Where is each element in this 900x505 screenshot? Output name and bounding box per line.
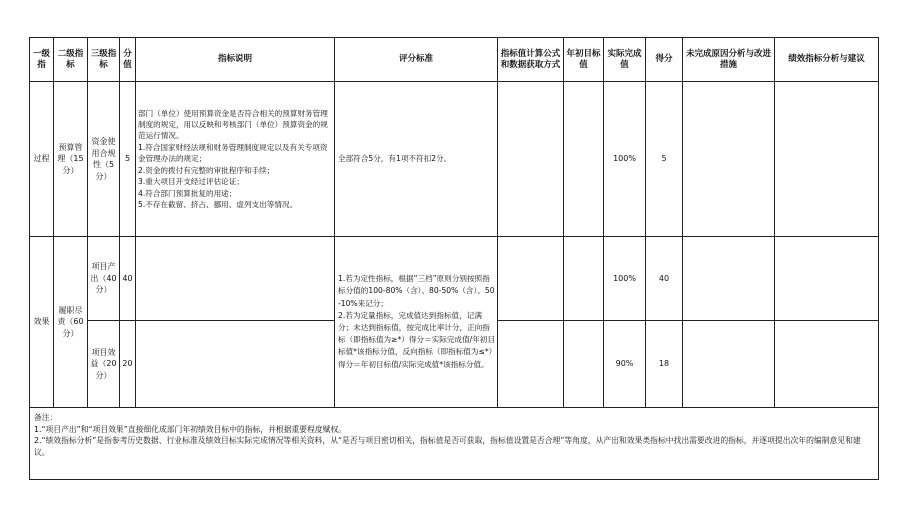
benefit-points: 18	[646, 321, 683, 408]
process-score: 5	[120, 82, 136, 237]
benefit-formula	[498, 321, 564, 408]
header-criteria: 评分标准	[335, 38, 498, 82]
notes-cell	[30, 408, 879, 480]
header-reason: 未完成原因分析与改进措施	[683, 38, 775, 82]
benefit-description	[136, 321, 335, 408]
performance-evaluation-sheet	[29, 37, 878, 480]
description-line: 3.重大项目开支经过评估论证；	[138, 177, 244, 187]
criteria-line: 1.若为定性指标，根据“三档”原则分别按照指标分值的100-80%（含）、80-50%（含）、50-10%来记分；	[338, 274, 495, 308]
output-points: 40	[646, 237, 683, 321]
output-actual: 100%	[604, 237, 646, 321]
output-formula	[498, 237, 564, 321]
benefit-target	[564, 321, 604, 408]
header-level3: 三级指标	[88, 38, 120, 82]
process-level2: 预算管理（15分）	[54, 82, 88, 237]
criteria-line: 2.若为定量指标，完成值达到指标值，记满分；未达到指标值，按完成比率计分，正向指标（即指标值为≥*）得分＝实际完成值/年初目标值*该指标分值，反向指标（即指标值为≤*）得分＝年初目标值/实际完成值*该指标分值。	[338, 310, 495, 369]
header-points: 得分	[646, 38, 683, 82]
process-level3: 资金使用合规性（5分）	[88, 82, 120, 237]
description-line: 1.符合国家财经法规和财务管理制度规定以及有关专项资金管理办法的规定；	[138, 142, 328, 164]
benefit-actual: 90%	[604, 321, 646, 408]
notes-line-1: 1.“项目产出”和“项目效果”直接细化成部门年初绩效目标中的指标，并根据重要程度赋权。	[34, 424, 347, 434]
process-actual: 100%	[604, 82, 646, 237]
header-level1: 一级指	[30, 38, 54, 82]
header-score: 分值	[120, 38, 136, 82]
process-criteria: 全部符合5分，有1项不符扣2分。	[335, 82, 498, 237]
effect-criteria	[335, 237, 498, 408]
description-line: 5.不存在截留、挤占、挪用、虚列支出等情况。	[138, 199, 298, 209]
header-row	[30, 38, 879, 82]
effect-level1: 效果	[30, 237, 54, 408]
header-target: 年初目标值	[564, 38, 604, 82]
output-analysis	[775, 237, 879, 321]
output-reason	[683, 237, 775, 321]
process-formula	[498, 82, 564, 237]
benefit-reason	[683, 321, 775, 408]
performance-table	[29, 37, 879, 480]
notes-line-2: 2.“绩效指标分析”是指参考历史数据、行业标准及绩效目标实际完成情况等相关资料，从“是否与项目密切相关，指标值是否可获取，指标值设置是否合理”等角度，从产出和效果类指标中找出需要改进的指标，并逐项提出次年的编制意见和建议。	[34, 436, 861, 457]
output-level3: 项目产出（40分）	[88, 237, 120, 321]
notes-row	[30, 408, 879, 480]
output-target	[564, 237, 604, 321]
header-level2: 二级指标	[54, 38, 88, 82]
header-formula: 指标值计算公式和数据获取方式	[498, 38, 564, 82]
header-description: 指标说明	[136, 38, 335, 82]
notes-title: 备注：	[34, 413, 58, 422]
benefit-analysis	[775, 321, 879, 408]
process-description	[136, 82, 335, 237]
effect-level2: 履职尽责（60分）	[54, 237, 88, 408]
header-analysis: 绩效指标分析与建议	[775, 38, 879, 82]
process-level1: 过程	[30, 82, 54, 237]
output-score: 40	[120, 237, 136, 321]
table-row-output	[30, 237, 879, 321]
description-line: 部门（单位）使用预算资金是否符合相关的预算财务管理制度的规定，用以反映和考核部门（单位）预算资金的规范运行情况。	[138, 108, 328, 141]
header-actual: 实际完成值	[604, 38, 646, 82]
process-reason	[683, 82, 775, 237]
benefit-level3: 项目效益（20分）	[88, 321, 120, 408]
process-analysis	[775, 82, 879, 237]
description-line: 2.资金的拨付有完整的审批程序和手续；	[138, 165, 275, 175]
table-row-process	[30, 82, 879, 237]
output-description	[136, 237, 335, 321]
benefit-score: 20	[120, 321, 136, 408]
process-target	[564, 82, 604, 237]
process-points: 5	[646, 82, 683, 237]
description-line: 4.符合部门预算批复的用途；	[138, 188, 237, 198]
